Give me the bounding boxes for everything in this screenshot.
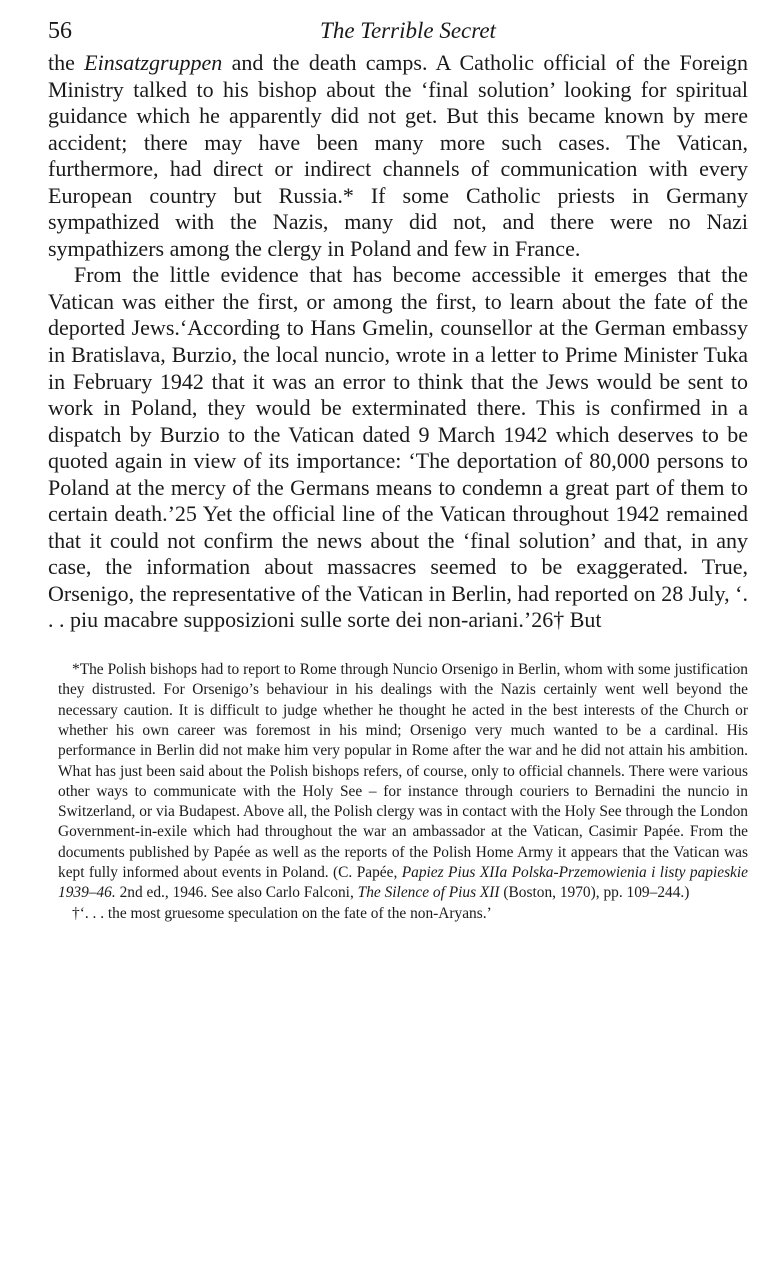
footnote-star (58, 660, 748, 904)
footnote-dagger: †‘. . . the most gruesome speculation on the fate of the non-Aryans.’ (72, 904, 492, 922)
paragraph-2: From the little evidence that has become accessible it emerges that the Vatican was either the first, or among the first, to learn about the fate of the deported Jews.‘According to Hans Gmelin, counsellor at the German embassy in Bratislava, Burzio, the local nuncio, wrote in a letter to Prime Minister Tuka in February 1942 that it was an error to think that the Jews would be sent to work in Poland, they would be exterminated there. This is confirmed in a dispatch by Burzio to the Vatican dated 9 March 1942 which deserves to be quoted again in view of its importance: ‘The deportation of 80,000 persons to Poland at the mercy of the Germans means to condemn a great part of them to certain death.’25 Yet the official line of the Vatican throughout 1942 remained that it could not confirm the news about the ‘final solution’ and that, in any case, the information about massacres seemed to be exaggerated. True, Orsenigo, the representative of the Vatican in Berlin, had reported on 28 July, ‘. . . piu macabre supposizioni sulle sorte dei non-ariani.’26† But (48, 262, 748, 633)
running-title: The Terrible Secret (320, 18, 496, 43)
footnotes (48, 660, 748, 924)
body-text (48, 50, 748, 634)
footnote-star-title-papee: Papiez Pius XIIa Polska-Przemowienia i listy papieskie 1939–46. (58, 864, 748, 902)
footnote-star-text-a: *The Polish bishops had to report to Rome through Nuncio Orsenigo in Berlin, whom with some justification they distrusted. For Orsenigo’s behaviour in his dealings with the Nazis certainly went well beyond the necessary caution. It is difficult to judge whether he thought he acted in the best interests of the Church or whether his own career was foremost in his mind; Orsenigo very much wanted to be a cardinal. His performance in Berlin did not make him very popular in Rome after the war and he did not attain his ambition. What has just been said about the Polish bishops refers, of course, only to official channels. There were various other ways to communicate with the Holy See – for instance through couriers to Bernadini the nuncio in Switzerland, or via Budapest. Above all, the Polish clergy was in contact with the Holy See through the London Government-in-exile which had throughout the war an ambassador at the Vatican, Casimir Papée. From the documents published by Papée as well as the reports of the Polish Home Army it appears that the Vatican was kept fully informed about events in Poland. (C. Papée, (58, 661, 748, 881)
footnote-star-text-c: 2nd ed., 1946. See also Carlo Falconi, (115, 884, 358, 902)
paragraph-1-start: the (48, 50, 85, 75)
book-page (48, 14, 748, 924)
page-number: 56 (48, 18, 72, 44)
footnote-star-text-e: (Boston, 1970), pp. 109–244.) (499, 884, 690, 902)
paragraph-1-rest: and the death camps. A Catholic official of the Foreign Ministry talked to his bishop about the ‘final solution’ looking for spiritual guidance which he apparently did not get. But this became known by mere accident; there may have been many more such cases. The Vatican, furthermore, had direct or indirect channels of communication with every European country but Russia.* If some Catholic priests in Germany sympathized with the Nazis, many did not, and there were no Nazi sympathizers among the clergy in Poland and few in France. (48, 50, 748, 261)
paragraph-1-italic-term: Einsatzgruppen (84, 50, 223, 75)
page-header (48, 14, 748, 50)
paragraph-1 (48, 50, 748, 262)
footnote-star-title-falconi: The Silence of Pius XII (357, 884, 500, 902)
